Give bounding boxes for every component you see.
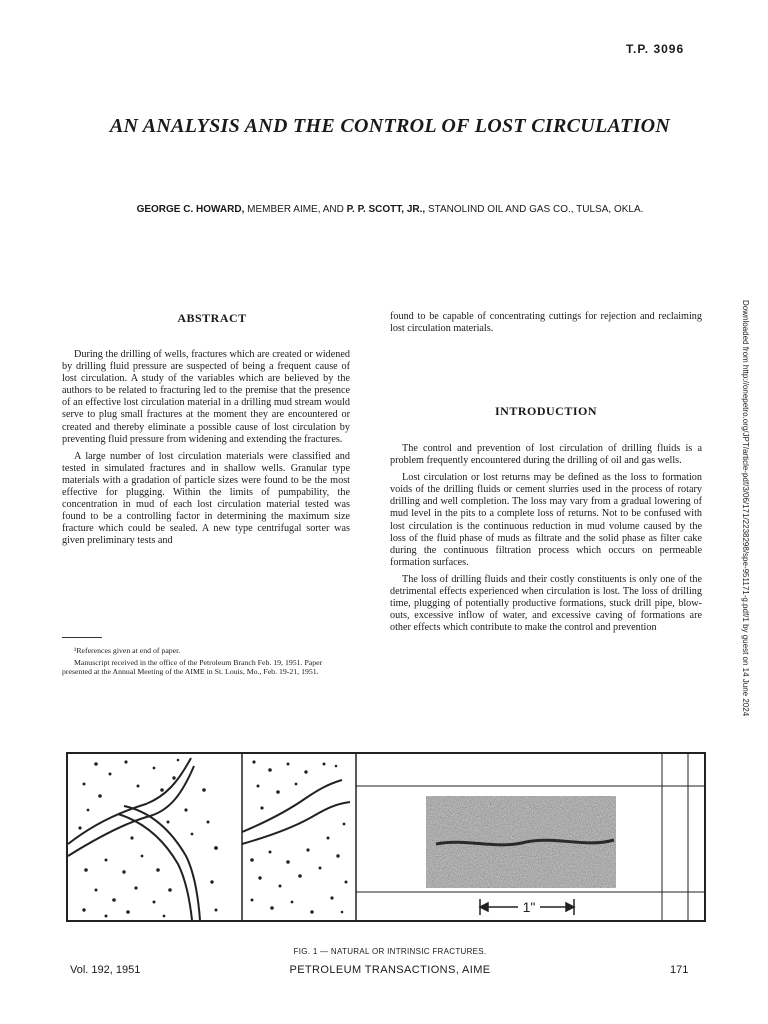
footnote-manuscript: Manuscript received in the office of the Petroleum Branch Feb. 19, 1951. Paper presented at the Annual Meeting of the AIME in St. Louis, Mo., Feb. 19-21, 1951. <box>62 658 323 676</box>
introduction-heading: INTRODUCTION <box>494 404 597 418</box>
author-1-role: MEMBER AIME, AND <box>247 204 344 215</box>
paper-title: AN ANALYSIS AND THE CONTROL OF LOST CIRCULATION <box>109 115 671 137</box>
abstract-continuation-text: found to be capable of concentrating cuttings for rejection and reclaiming lost circulation materials. <box>390 311 702 335</box>
author-2-name: P. P. SCOTT, JR., <box>346 204 426 215</box>
abstract-paragraph-2: A large number of lost circulation materials were classified and tested in simulated fractures and in shallow wells. Granular type materials with a gradation of particle sizes were found to be the most effective for plugging. Within the limits of pumpability, the concentration in mud of each lost circulation material tested was found to be a controlling factor in determining the maximum size fracture which could be sealed. A new type centrifugal sorter was given preliminary tests and <box>62 450 350 547</box>
scale-label: 1" <box>522 899 536 915</box>
abstract-body <box>62 349 350 553</box>
fracture-photograph <box>426 796 616 888</box>
introduction-body <box>390 443 702 639</box>
journal-name: PETROLEUM TRANSACTIONS, AIME <box>289 964 491 976</box>
download-note: Downloaded from http://onepetro.org/JPT/article-pdf/3/06/171/2238298/spe-951171-g.pdf/1 by guest on 14 June 2024 <box>741 300 750 717</box>
intro-paragraph-2: Lost circulation or lost returns may be defined as the loss to formation voids of the drilling fluids or cement slurries used in the process of rotary drilling and well completion. The loss may vary from a gradual lowering of mud level in the pits to a complete loss of returns. Not to be confused with lost circulation is the continuous reduction in mud volume caused by the loss of the fluid phase of muds as filtrate and the solid phase as filter cake during the continuous filtration process which occurs on permeable formation surfaces. <box>390 472 702 568</box>
page-number: 171 <box>670 964 689 976</box>
affiliation: STANOLIND OIL AND GAS CO., TULSA, OKLA. <box>427 204 644 215</box>
volume-info: Vol. 192, 1951 <box>70 964 141 976</box>
footnotes <box>62 646 350 679</box>
footnote-references: ¹References given at end of paper. <box>74 646 181 655</box>
abstract-continuation <box>390 311 702 340</box>
paper-number: T.P. 3096 <box>626 42 685 56</box>
author-1-name: GEORGE C. HOWARD, <box>136 204 245 215</box>
abstract-paragraph-1: During the drilling of wells, fractures which are created or widened by drilling fluid pressure are suspected of being a frequent cause of lost circulation. A study of the variables which are believed by the authors to be related to fracturing led to the premise that the presence of an effective lost circulation material in a drilling mud stream would serve to plug small fractures at the moment they are encountered or created and thereby eliminate a possible cause of lost circulation by preventing fluid pressure from widening and extending the fractures. <box>62 349 350 445</box>
figure-caption: FIG. 1 — NATURAL OR INTRINSIC FRACTURES. <box>293 947 487 956</box>
footnote-rule <box>62 637 102 638</box>
intro-paragraph-3: The loss of drilling fluids and their costly constituents is only one of the detrimental effects experienced when circulation is lost. The loss of drilling time, plugging of potentially productive formations, stuck drill pipe, blow-outs, excessive inflow of water, and excessive caving of formations are other effects which contribute to make the control and prevention <box>390 573 702 634</box>
fracture-figure <box>66 752 706 922</box>
author-line <box>30 204 750 215</box>
abstract-heading: ABSTRACT <box>177 311 247 325</box>
intro-paragraph-1: The control and prevention of lost circulation of drilling fluids is a problem frequently encountered during the drilling of oil and gas wells. <box>390 443 702 467</box>
fracture-sketch-1 <box>68 758 218 920</box>
fracture-sketch-2 <box>242 754 350 920</box>
